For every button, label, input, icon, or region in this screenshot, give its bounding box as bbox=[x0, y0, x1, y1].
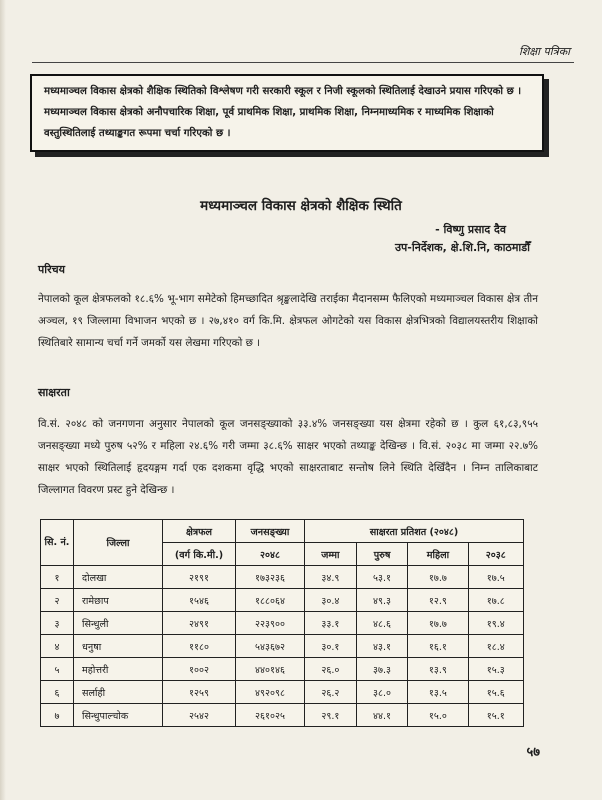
cell-2038: १५.१ bbox=[468, 704, 523, 727]
header-area-unit: (वर्ग कि.मी.) bbox=[163, 543, 236, 566]
article-author: - विष्णु प्रसाद दैव bbox=[435, 223, 506, 236]
cell-male: ४४.१ bbox=[356, 704, 407, 727]
cell-sn: ३ bbox=[41, 612, 74, 635]
header-male: पुरुष bbox=[356, 543, 407, 566]
header-divider bbox=[32, 62, 574, 63]
page-number: ५७ bbox=[526, 745, 540, 760]
cell-2038: १५.३ bbox=[468, 658, 523, 681]
cell-district: सिन्धुपाल्चोक bbox=[74, 704, 163, 727]
cell-area: २४९१ bbox=[163, 612, 236, 635]
cell-population: २६१०२५ bbox=[236, 704, 305, 727]
cell-total: २६.२ bbox=[305, 681, 357, 704]
cell-district: महोत्तरी bbox=[74, 658, 163, 681]
cell-district: सिन्धुली bbox=[74, 612, 163, 635]
cell-district: सर्लाही bbox=[74, 681, 163, 704]
table-row bbox=[41, 704, 524, 727]
cell-total: २६.० bbox=[305, 658, 357, 681]
cell-population: १७३२३६ bbox=[236, 566, 305, 589]
cell-total: ३४.९ bbox=[305, 566, 357, 589]
intro-paragraph: नेपालको कूल क्षेत्रफलको १८.६% भू-भाग समेटेको हिमच्छादित श्रृङ्खलादेखि तराईका मैदानसम्म फैलिएको मध्यमाञ्चल विकास क्षेत्र तीन अञ्चल, १९ जिल्लामा विभाजन भएको छ । २७,४१० वर्ग कि.मि. क्षेत्रफल ओगटेको यस विकास क्षेत्रभित्रको विद्यालयस्तरीय शिक्षाको स्थितिबारे सामान्य चर्चा गर्ने जमर्को यस लेखमा गरिएको छ । bbox=[38, 293, 538, 349]
cell-area: २१९१ bbox=[163, 566, 236, 589]
cell-population: १८८०६४ bbox=[236, 589, 305, 612]
cell-2038: १७.८ bbox=[468, 589, 523, 612]
table-row bbox=[41, 681, 524, 704]
cell-male: ३८.० bbox=[356, 681, 407, 704]
cell-2038: १८.४ bbox=[468, 635, 523, 658]
cell-male: ४३.१ bbox=[356, 635, 407, 658]
cell-sn: ७ bbox=[41, 704, 74, 727]
section-heading-intro: परिचय bbox=[38, 263, 65, 276]
table-header-row bbox=[41, 520, 524, 543]
cell-female: १७.७ bbox=[408, 566, 468, 589]
table-row bbox=[41, 635, 524, 658]
cell-district: दोलखा bbox=[74, 566, 163, 589]
cell-total: ३०.४ bbox=[305, 589, 357, 612]
header-sn: सि. नं. bbox=[41, 520, 74, 566]
cell-district: रामेछाप bbox=[74, 589, 163, 612]
header-female: महिला bbox=[408, 543, 468, 566]
cell-male: ४८.६ bbox=[356, 612, 407, 635]
table-row bbox=[41, 612, 524, 635]
cell-female: १७.७ bbox=[408, 612, 468, 635]
header-literacy: साक्षरता प्रतिशत (२०४८) bbox=[305, 520, 524, 543]
cell-male: ४९.३ bbox=[356, 589, 407, 612]
header-total: जम्मा bbox=[305, 543, 357, 566]
literacy-table bbox=[40, 519, 524, 727]
abstract-box bbox=[30, 74, 544, 152]
header-2038: २०३८ bbox=[468, 543, 523, 566]
section-heading-literacy: साक्षरता bbox=[38, 386, 70, 399]
table-row bbox=[41, 658, 524, 681]
cell-female: १३.५ bbox=[408, 681, 468, 704]
cell-population: ५४३६७२ bbox=[236, 635, 305, 658]
cell-sn: १ bbox=[41, 566, 74, 589]
abstract-text: मध्यमाञ्चल विकास क्षेत्रको शैक्षिक स्थितिको विश्लेषण गरी सरकारी स्कूल र निजी स्कूलको स्थितिलाई देखाउने प्रयास गरिएको छ । मध्यमाञ्चल विकास क्षेत्रको अनौपचारिक शिक्षा, पूर्व प्राथमिक शिक्षा, प्राथमिक शिक्षा, निम्नमाध्यमिक र माध्यमिक शिक्षाको वस्तुस्थितिलाई तथ्याङ्कगत रूपमा चर्चा गरिएको छ । bbox=[44, 86, 522, 139]
cell-area: २५४२ bbox=[163, 704, 236, 727]
cell-sn: ५ bbox=[41, 658, 74, 681]
cell-female: १५.० bbox=[408, 704, 468, 727]
cell-population: ४९२०९८ bbox=[236, 681, 305, 704]
cell-2038: १५.६ bbox=[468, 681, 523, 704]
header-district: जिल्ला bbox=[74, 520, 163, 566]
header-population: जनसङ्ख्या bbox=[236, 520, 305, 543]
cell-total: २९.१ bbox=[305, 704, 357, 727]
scan-edge-shadow bbox=[0, 0, 6, 800]
cell-2038: १९.४ bbox=[468, 612, 523, 635]
table-row bbox=[41, 589, 524, 612]
cell-2038: १७.५ bbox=[468, 566, 523, 589]
cell-population: २२३९०० bbox=[236, 612, 305, 635]
cell-sn: २ bbox=[41, 589, 74, 612]
literacy-paragraph: वि.सं. २०४८ को जनगणना अनुसार नेपालको कूल जनसङ्ख्याको ३३.४% जनसङ्ख्या यस क्षेत्रमा रहेको छ । कुल ६१,८३,९५५ जनसङ्ख्या मध्ये पुरुष ५२% र महिला २४.६% गरी जम्मा ३८.६% साक्षर भएको तथ्याङ्क देखिन्छ । वि.सं. २०३८ मा जम्मा २२.७% साक्षर भएको स्थितिलाई हृदयङ्गम गर्दा एक दशकमा वृद्धि भएको साक्षरताबाट सन्तोष लिने स्थिति देखिँदैन । निम्न तालिकाबाट जिल्लागत विवरण प्रस्ट हुने देखिन्छ । bbox=[38, 418, 538, 496]
cell-area: ११८० bbox=[163, 635, 236, 658]
cell-total: ३०.१ bbox=[305, 635, 357, 658]
cell-female: १२.९ bbox=[408, 589, 468, 612]
header-population-year: २०४८ bbox=[236, 543, 305, 566]
cell-male: ३७.३ bbox=[356, 658, 407, 681]
cell-female: १६.१ bbox=[408, 635, 468, 658]
cell-total: ३३.१ bbox=[305, 612, 357, 635]
author-designation: उप-निर्देशक, क्षे.शि.नि, काठमाडौँ bbox=[395, 241, 530, 254]
table-row bbox=[41, 566, 524, 589]
journal-header: शिक्षा पत्रिका bbox=[518, 45, 570, 58]
cell-sn: ६ bbox=[41, 681, 74, 704]
article-title: मध्यमाञ्चल विकास क्षेत्रको शैक्षिक स्थिति bbox=[200, 198, 402, 214]
cell-sn: ४ bbox=[41, 635, 74, 658]
cell-male: ५३.१ bbox=[356, 566, 407, 589]
cell-population: ४४०१४६ bbox=[236, 658, 305, 681]
cell-area: १००२ bbox=[163, 658, 236, 681]
cell-district: धनुषा bbox=[74, 635, 163, 658]
header-area: क्षेत्रफल bbox=[163, 520, 236, 543]
cell-area: १५४६ bbox=[163, 589, 236, 612]
cell-area: १२५९ bbox=[163, 681, 236, 704]
cell-female: १३.९ bbox=[408, 658, 468, 681]
